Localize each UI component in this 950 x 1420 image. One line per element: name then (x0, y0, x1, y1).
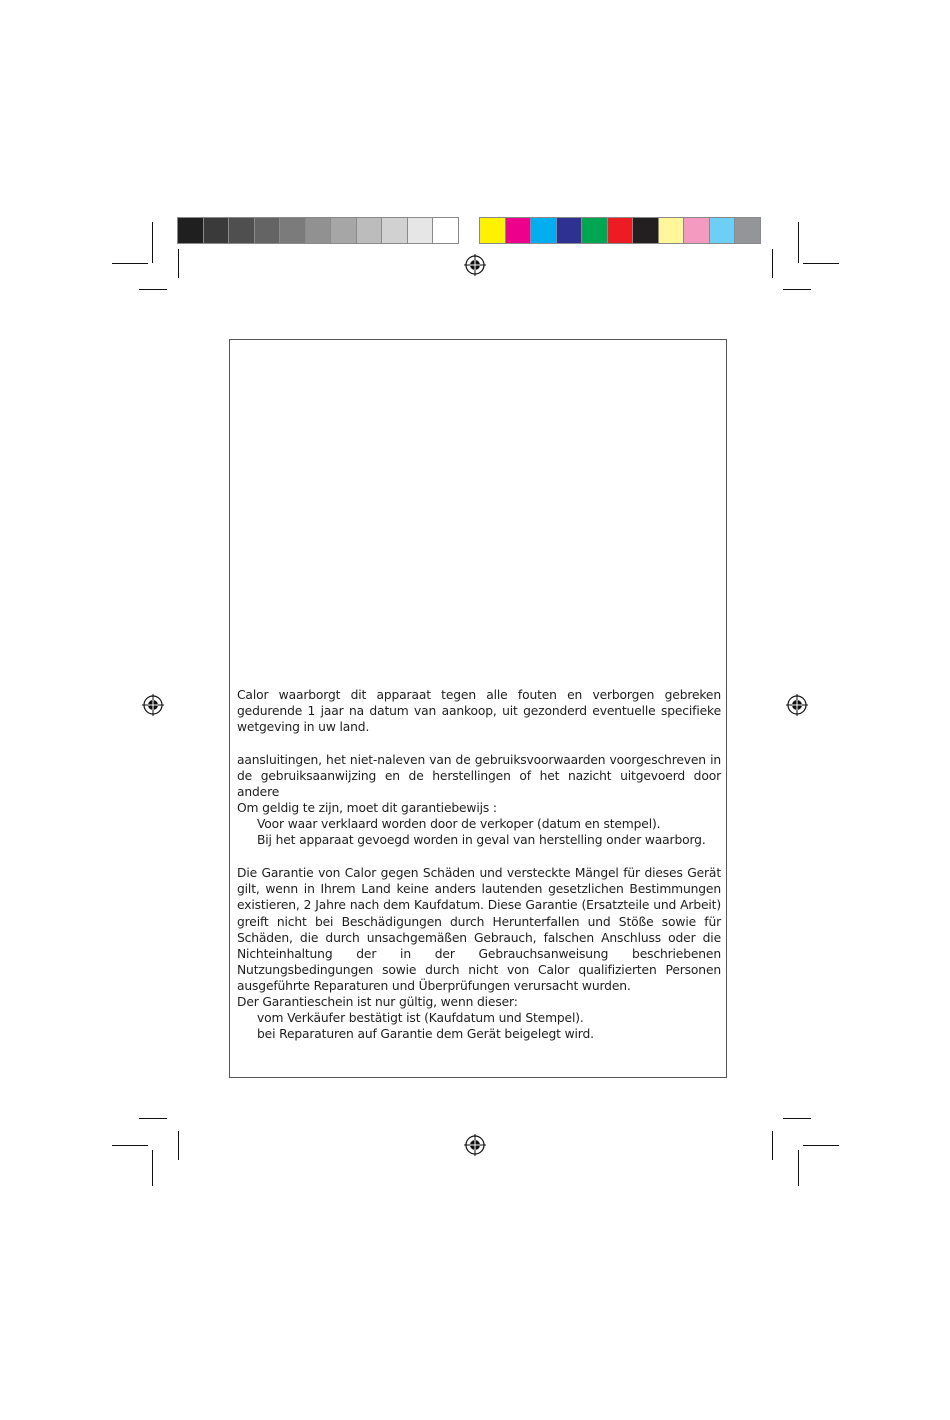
color-swatch (407, 217, 434, 244)
color-swatch (203, 217, 230, 244)
registration-mark-icon (464, 254, 486, 276)
color-swatch (581, 217, 608, 244)
color-swatch (607, 217, 634, 244)
guarantee-text-box (229, 339, 727, 1078)
color-swatch (530, 217, 557, 244)
color-swatch (479, 217, 506, 244)
crop-mark (772, 1131, 773, 1160)
color-swatch (734, 217, 761, 244)
process-color-bar (479, 217, 760, 244)
color-swatch (709, 217, 736, 244)
list-item: Voor waar verklaard worden door de verkoper (datum en stempel). (257, 817, 661, 832)
color-swatch (330, 217, 357, 244)
color-swatch (228, 217, 255, 244)
grayscale-color-bar (177, 217, 458, 244)
crop-mark (798, 1150, 799, 1186)
color-swatch (658, 217, 685, 244)
crop-mark (139, 1118, 167, 1119)
crop-mark (803, 1145, 839, 1146)
german-validity-intro: Der Garantieschein ist nur gültig, wenn dieser: (237, 995, 518, 1009)
color-swatch (356, 217, 383, 244)
dutch-validity-block (237, 800, 721, 849)
color-swatch (381, 217, 408, 244)
registration-mark-icon (786, 694, 808, 716)
crop-mark (152, 1150, 153, 1186)
dutch-exclusions-paragraph: aansluitingen, het niet-naleven van de gebruiksvoorwaarden voorgeschreven in de gebruiksaanwijzing en de herstellingen of het nazicht uitgevoerd door andere (237, 753, 721, 800)
color-swatch (279, 217, 306, 244)
crop-mark (139, 289, 167, 290)
crop-mark (178, 249, 179, 278)
color-swatch (177, 217, 204, 244)
crop-mark (178, 1131, 179, 1160)
dutch-guarantee-paragraph: Calor waarborgt dit apparaat tegen alle fouten en verborgen gebreken gedurende 1 jaar na datum van aankoop, uit gezonderd eventuelle specifieke wetgeving in uw land. (237, 688, 721, 735)
crop-mark (112, 1145, 148, 1146)
german-guarantee-paragraph: Die Garantie von Calor gegen Schäden und versteckte Mängel für dieses Gerät gilt, wenn in Ihrem Land keine anders lautenden gesetzlichen Bestimmungen existieren, 2 Jahre nach dem Kaufdatum. Diese Garantie (Ersatzteile und Arbeit) greift nicht bei Beschädigungen durch Herunterfallen und Stöße sowie für Schäden, die durch unsachgemäßen Gebrauch, falschen Anschluss oder die Nichteinhaltung der in der Gebrauchsanweisung beschriebenen Nutzungsbedingungen sowie durch nicht von Calor qualifizierten Personen ausgeführte Reparaturen und Überprüfungen verursacht wurden. (237, 866, 721, 994)
german-validity-block (237, 994, 721, 1043)
registration-mark-icon (464, 1134, 486, 1156)
color-swatch (683, 217, 710, 244)
crop-mark (803, 263, 839, 264)
list-item: vom Verkäufer bestätigt ist (Kaufdatum und Stempel). (257, 1011, 584, 1026)
crop-mark (772, 249, 773, 278)
registration-mark-icon (142, 694, 164, 716)
color-swatch (254, 217, 281, 244)
dutch-validity-intro: Om geldig te zijn, moet dit garantiebewijs : (237, 801, 497, 815)
crop-mark (783, 289, 811, 290)
color-swatch (505, 217, 532, 244)
color-swatch (632, 217, 659, 244)
color-swatch (305, 217, 332, 244)
crop-mark (152, 222, 153, 263)
list-item: Bij het apparaat gevoegd worden in geval van herstelling onder waarborg. (257, 833, 706, 848)
crop-mark (783, 1118, 811, 1119)
color-swatch (432, 217, 459, 244)
crop-mark (798, 222, 799, 263)
color-swatch (556, 217, 583, 244)
crop-mark (112, 263, 148, 264)
list-item: bei Reparaturen auf Garantie dem Gerät beigelegt wird. (257, 1027, 594, 1042)
